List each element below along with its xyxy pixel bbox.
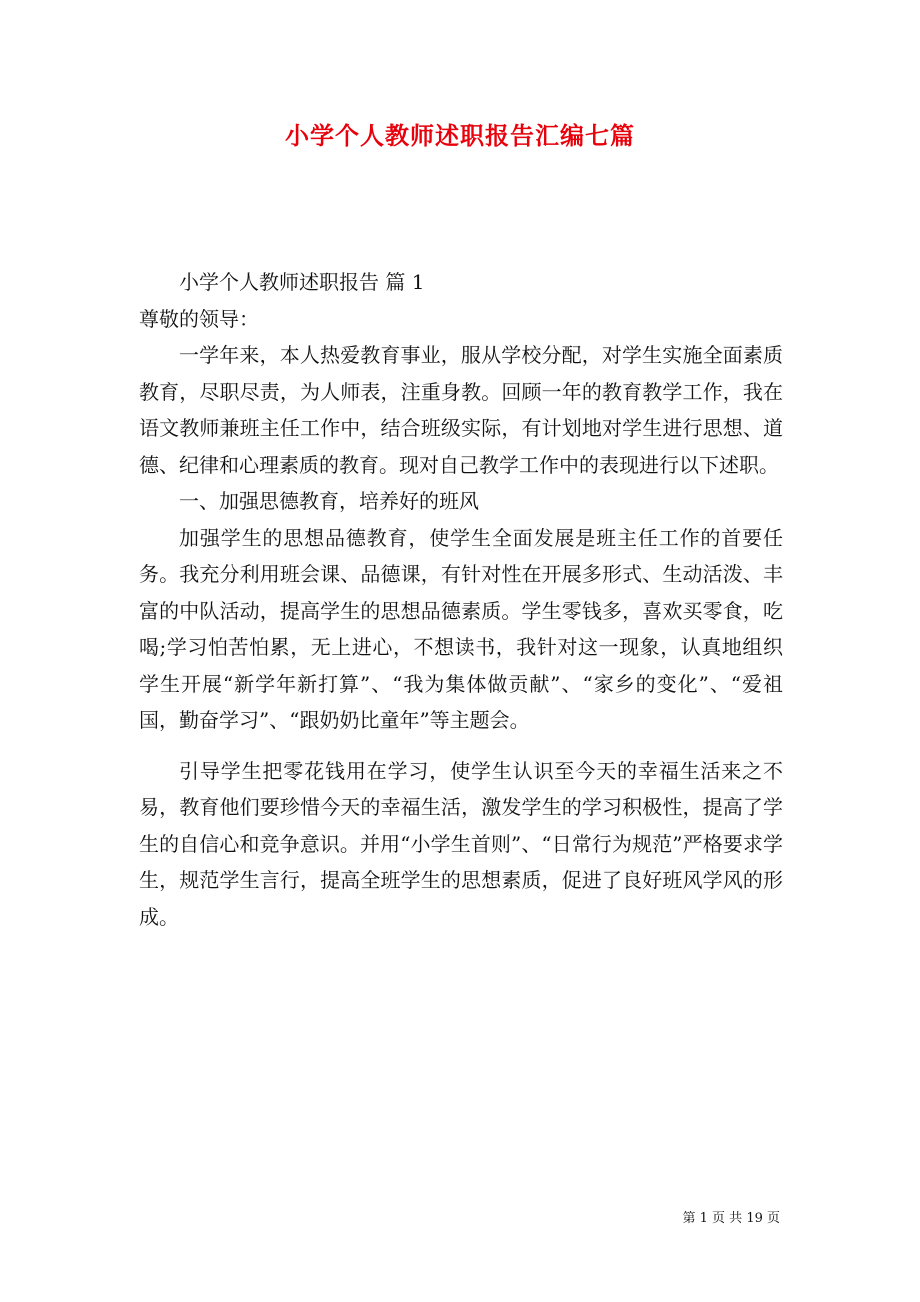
paragraph-moral-education: 加强学生的思想品德教育，使学生全面发展是班主任工作的首要任务。我充分利用班会课、品德课，有针对性在开展多形式、生动活泼、丰富的中队活动，提高学生的思想品德素质。学生零钱多，喜欢买零食，吃喝;学习怕苦怕累，无上进心，不想读书，我针对这一现象，认真地组织学生开展“新学年新打算”、“我为集体做贡献”、“家乡的变化”、“爱祖国，勤奋学习”、“跟奶奶比童年”等主题会。	[139, 525, 783, 732]
paragraph-intro: 一学年来，本人热爱教育事业，服从学校分配，对学生实施全面素质教育，尽职尽责，为人师表，注重身教。回顾一年的教育教学工作，我在语文教师兼班主任工作中，结合班级实际，有计划地对学生进行思想、道德、纪律和心理素质的教育。现对自己教学工作中的表现进行以下述职。	[139, 343, 783, 477]
salutation: 尊敬的领导：	[139, 306, 259, 331]
page-number: 第 1 页 共 19 页	[682, 1211, 780, 1226]
document-body	[139, 264, 783, 935]
section-heading-moral-education: 一、加强思德教育，培养好的班风	[179, 489, 479, 513]
document-title: 小学个人教师述职报告汇编七篇	[285, 121, 635, 150]
paragraph-guidance: 引导学生把零花钱用在学习，使学生认识至今天的幸福生活来之不易，教育他们要珍惜今天的幸福生活，激发学生的学习积极性，提高了学生的自信心和竞争意识。并用“小学生首则”、“日常行为规范”严格要求学生，规范学生言行，提高全班学生的思想素质，促进了良好班风学风的形成。	[139, 758, 783, 929]
section-heading-report-1: 小学个人教师述职报告 篇 1	[179, 270, 425, 294]
